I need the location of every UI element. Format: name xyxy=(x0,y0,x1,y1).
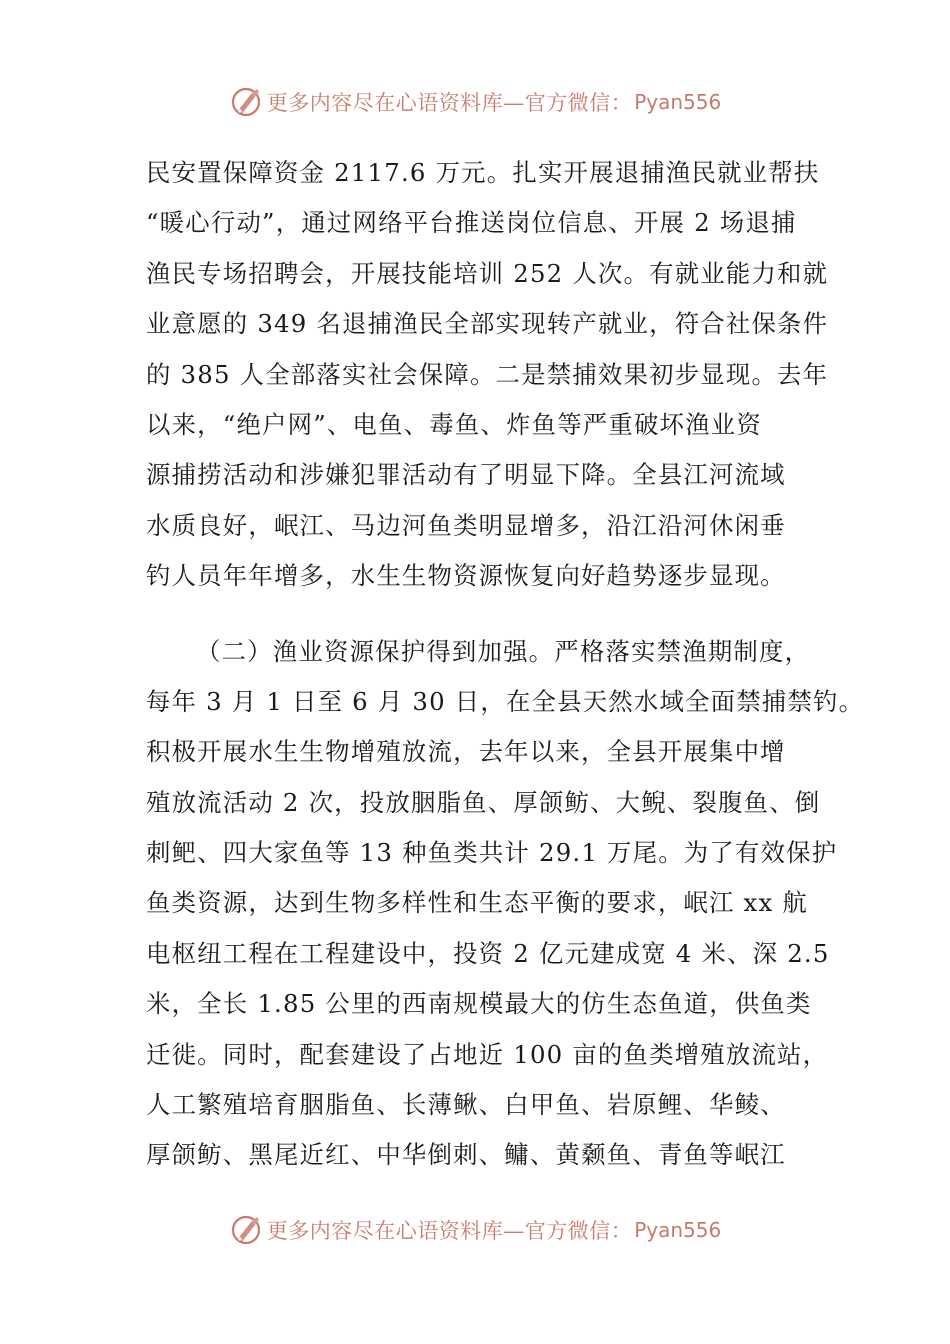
text-line: 业意愿的 349 名退捕渔民全部实现转产就业，符合社保条件 xyxy=(146,309,829,339)
text-line: 水质良好，岷江、马边河鱼类明显增多，沿江沿河休闲垂 xyxy=(146,510,786,540)
header-watermark-banner xyxy=(0,82,950,122)
pen-nib-circle-icon xyxy=(229,1213,263,1247)
text-line: 源捕捞活动和涉嫌犯罪活动有了明显下降。全县江河流域 xyxy=(146,460,786,490)
paragraph-1 xyxy=(146,148,829,602)
text-line: 的 385 人全部落实社会保障。二是禁捕效果初步显现。去年 xyxy=(146,359,829,389)
text-line: “暖心行动”，通过网络平台推送岗位信息、开展 2 场退捕 xyxy=(146,208,797,238)
text-line: 鱼类资源，达到生物多样性和生态平衡的要求，岷江 xx 航 xyxy=(146,888,808,918)
text-line: 钓人员年年增多，水生生物资源恢复向好趋势逐步显现。 xyxy=(146,561,786,591)
document-body xyxy=(146,148,865,1181)
text-line: 每年 3 月 1 日至 6 月 30 日，在全县天然水域全面禁捕禁钓。 xyxy=(146,686,865,716)
pen-nib-circle-icon xyxy=(229,85,263,119)
text-line: 刺鲃、四大家鱼等 13 种鱼类共计 29.1 万尾。为了有效保护 xyxy=(146,838,838,868)
footer-banner-text: 更多内容尽在心语资料库—官方微信： xyxy=(266,1219,633,1243)
text-line: 渔民专场招聘会，开展技能培训 252 人次。有就业能力和就 xyxy=(146,258,829,288)
text-line: 殖放流活动 2 次，投放胭脂鱼、厚颌鲂、大鲵、裂腹鱼、倒 xyxy=(146,787,821,817)
footer-wechat-id: Pyan556 xyxy=(634,1218,722,1242)
text-line: 米，全长 1.85 公里的西南规模最大的仿生态鱼道，供鱼类 xyxy=(146,989,812,1019)
text-line: 厚颌鲂、黑尾近红、中华倒刺、鳙、黄颡鱼、青鱼等岷江 xyxy=(146,1140,786,1170)
paragraph-spacer xyxy=(146,602,806,627)
header-banner-text: 更多内容尽在心语资料库—官方微信： xyxy=(266,91,633,115)
section-heading-line: （二）渔业资源保护得到加强。严格落实禁渔期制度， xyxy=(196,636,811,666)
text-line: 人工繁殖培育胭脂鱼、长薄鳅、白甲鱼、岩原鲤、华鲮、 xyxy=(146,1090,786,1120)
paragraph-2 xyxy=(146,627,865,1181)
text-line: 以来，“绝户网”、电鱼、毒鱼、炸鱼等严重破坏渔业资 xyxy=(146,409,762,439)
text-line: 电枢纽工程在工程建设中，投资 2 亿元建成宽 4 米、深 2.5 xyxy=(146,938,830,968)
text-line: 迁徙。同时，配套建设了占地近 100 亩的鱼类增殖放流站， xyxy=(146,1039,829,1069)
text-line: 积极开展水生生物增殖放流，去年以来，全县开展集中增 xyxy=(146,737,786,767)
text-line: 民安置保障资金 2117.6 万元。扎实开展退捕渔民就业帮扶 xyxy=(146,158,820,187)
header-wechat-id: Pyan556 xyxy=(634,90,722,114)
footer-watermark-banner xyxy=(0,1210,950,1250)
